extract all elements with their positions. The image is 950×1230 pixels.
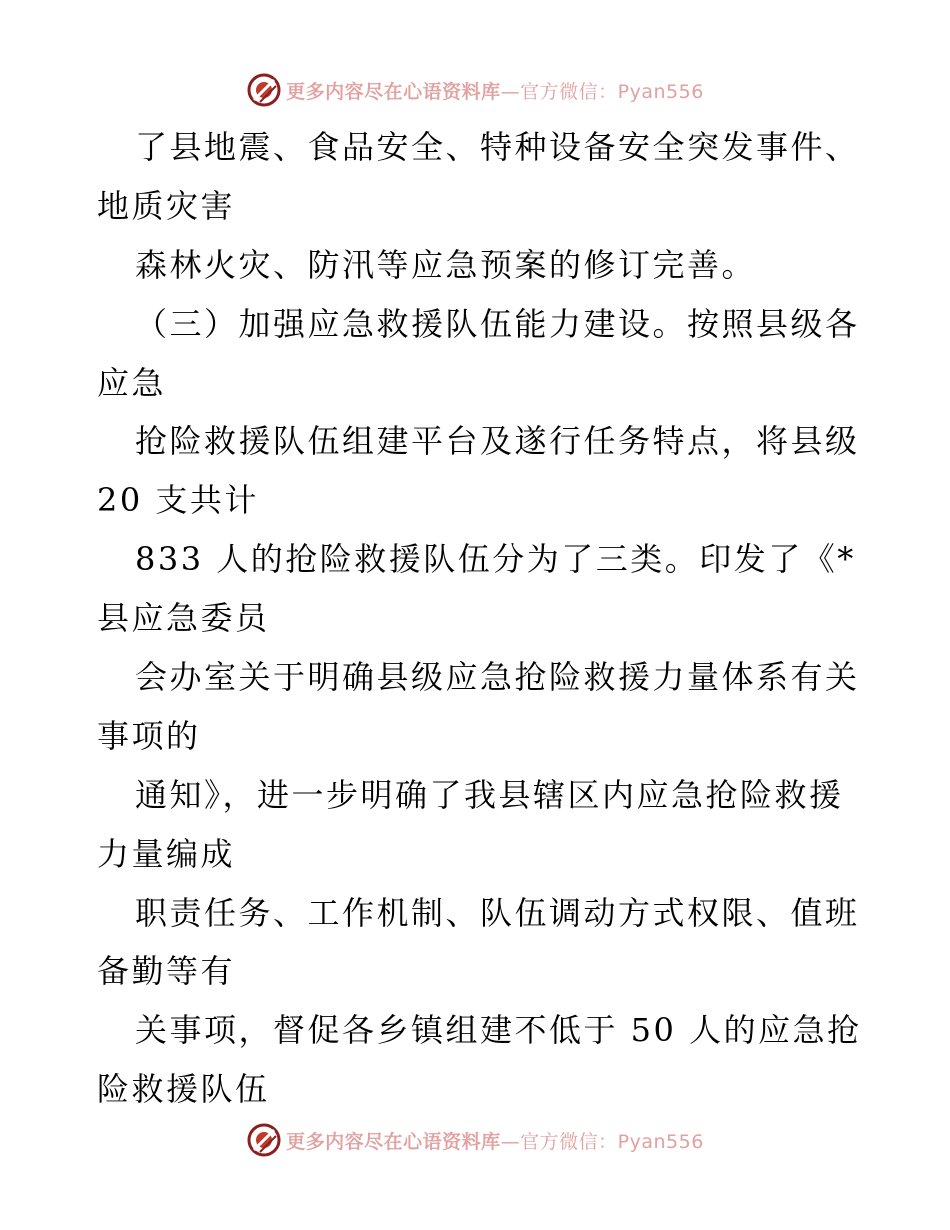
footer-banner-dash: — (500, 1130, 521, 1153)
body-line: 险救援队伍 (97, 1070, 270, 1109)
header-banner-wechat: 官方微信：Pyan556 (520, 80, 704, 103)
document-body (97, 118, 862, 1119)
body-line: 力量编成 (97, 834, 236, 873)
body-line: 关事项，督促各乡镇组建不低于 50 人的应急抢 (135, 1011, 862, 1050)
header-banner-main: 更多内容尽在心语资料库 (286, 80, 501, 103)
body-line: 应急 (97, 363, 167, 402)
logo-icon (246, 1122, 282, 1158)
body-line: 地质灾害 (97, 186, 236, 225)
body-line: 抢险救援队伍组建平台及遂行任务特点，将县级 (135, 422, 860, 461)
body-line: 通知》，进一步明确了我县辖区内应急抢险救援 (135, 775, 844, 814)
body-line: 会办室关于明确县级应急抢险救援力量体系有关 (135, 658, 860, 697)
footer-banner (0, 1120, 950, 1160)
footer-banner-wechat: 官方微信：Pyan556 (520, 1130, 704, 1153)
body-line: 职责任务、工作机制、队伍调动方式权限、值班 (135, 893, 860, 932)
body-line: 833 人的抢险救援队伍分为了三类。印发了《* (135, 540, 856, 579)
logo-icon (246, 72, 282, 108)
body-line: 事项的 (97, 716, 201, 755)
footer-banner-text (286, 1127, 704, 1154)
body-line: 森林火灾、防汛等应急预案的修订完善。 (135, 245, 757, 284)
body-line: （三）加强应急救援队伍能力建设。按照县级各 (135, 304, 860, 343)
header-banner-dash: — (500, 80, 521, 103)
body-line: 备勤等有 (97, 952, 236, 991)
header-banner-text (286, 77, 704, 104)
header-banner (0, 70, 950, 110)
footer-banner-main: 更多内容尽在心语资料库 (286, 1130, 501, 1153)
body-line: 20 支共计 (97, 481, 259, 520)
body-line: 县应急委员 (97, 599, 270, 638)
body-line: 了县地震、食品安全、特种设备安全突发事件、 (135, 128, 860, 166)
